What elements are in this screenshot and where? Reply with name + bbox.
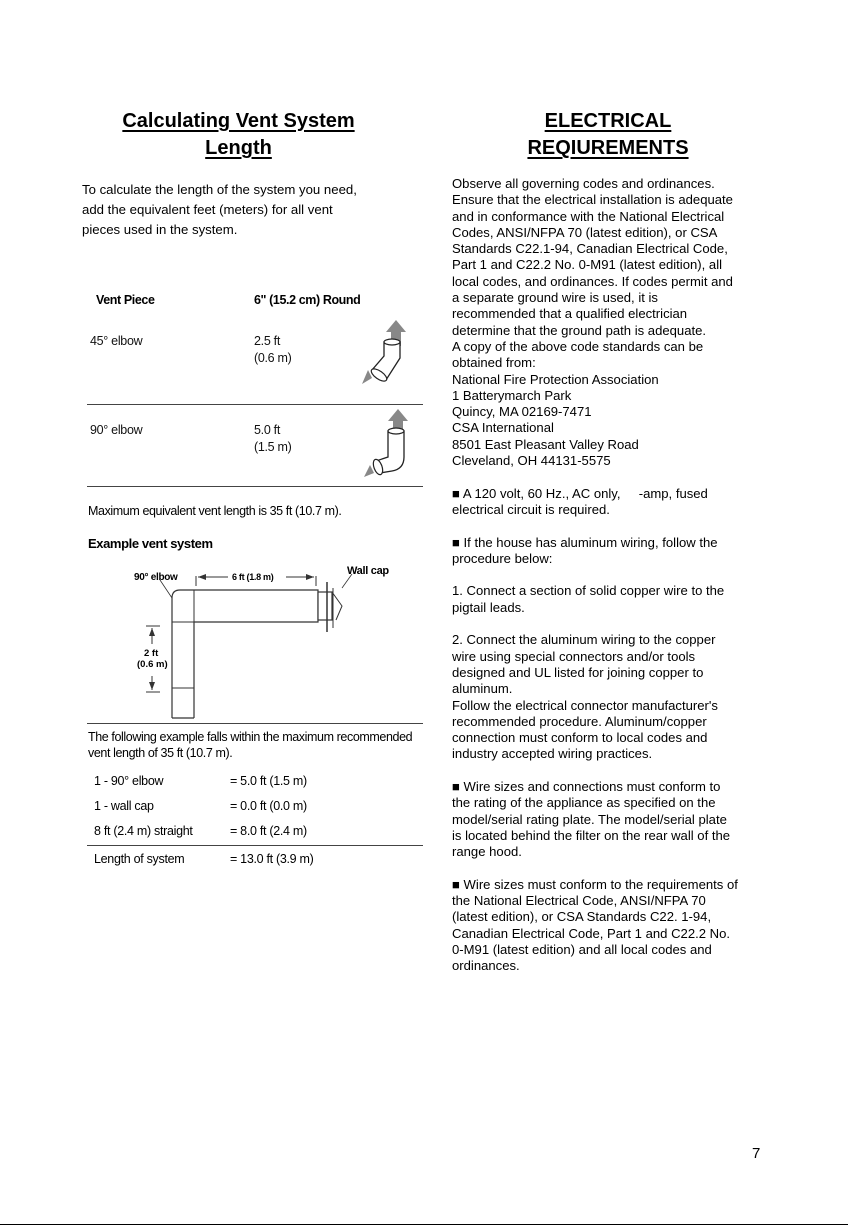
text-line: Part 1 and C22.2 No. 0-M91 (latest edition), all xyxy=(452,257,723,273)
calc-value: = 5.0 ft (1.5 m) xyxy=(230,774,307,788)
text-line: industry accepted wiring practices. xyxy=(452,746,653,762)
text-line: 8501 East Pleasant Valley Road xyxy=(452,436,639,452)
text-line: A copy of the above code standards can be xyxy=(452,338,704,354)
calc-value: = 8.0 ft (2.4 m) xyxy=(230,824,307,838)
example-explanation xyxy=(88,729,428,761)
calc-item: 1 - wall cap xyxy=(94,799,154,813)
text-line: wire using special connectors and/or tools xyxy=(452,648,696,664)
text-line: 1 Batterymarch Park xyxy=(452,387,572,403)
diagram-bottom-rule xyxy=(87,723,423,724)
vent-length-title-line1: Calculating Vent System xyxy=(122,110,355,132)
text-line: model/serial rating plate. The model/serial plate xyxy=(452,811,727,827)
round-size-header: 6" (15.2 cm) Round xyxy=(254,293,361,307)
text-line: recommended procedure. Aluminum/copper xyxy=(452,713,707,729)
page-number: 7 xyxy=(752,1145,761,1162)
text-line: and in conformance with the National Electrical xyxy=(452,208,725,224)
vent-length-title xyxy=(82,108,395,162)
row-45-m: (0.6 m) xyxy=(254,351,292,365)
horizontal-dimension-label: 6 ft (1.8 m) xyxy=(232,572,274,582)
text-line: (latest edition), or CSA Standards C22. 1-94, xyxy=(452,909,712,925)
table-divider xyxy=(87,404,423,405)
vent-piece-header: Vent Piece xyxy=(96,293,155,307)
text-line: Ensure that the electrical installation is adequate xyxy=(452,192,733,208)
calc-item: 8 ft (2.4 m) straight xyxy=(94,824,193,838)
text-line: Codes, ANSI/NFPA 70 (latest edition), or CSA xyxy=(452,224,718,240)
step2-paragraph xyxy=(452,632,770,762)
elbow-90-icon xyxy=(358,407,414,483)
max-length-note: Maximum equivalent vent length is 35 ft (10.7 m). xyxy=(88,504,342,518)
text-line: Cleveland, OH 44131-5575 xyxy=(452,453,611,469)
aluminum-paragraph xyxy=(452,535,770,568)
row-45-ft: 2.5 ft xyxy=(254,334,280,348)
text-line: 0-M91 (latest edition) and all local codes and xyxy=(452,941,712,957)
text-line: designed and UL listed for joining copper to xyxy=(452,664,704,680)
row-90-ft: 5.0 ft xyxy=(254,423,280,437)
text-line: the rating of the appliance as specified on the xyxy=(452,795,716,811)
text-line: Canadian Electrical Code, Part 1 and C22.2 No. xyxy=(452,925,731,941)
text-line: ■ Wire sizes must conform to the requirements of xyxy=(452,876,738,892)
calc-total-item: Length of system xyxy=(94,852,185,866)
text-line: procedure below: xyxy=(452,550,553,566)
row-90-piece: 90° elbow xyxy=(90,423,143,437)
text-line: is located behind the filter on the rear wall of the xyxy=(452,827,731,843)
electrical-requirements-text xyxy=(452,176,770,991)
text-line: Observe all governing codes and ordinances. xyxy=(452,176,715,191)
wire-rating-paragraph xyxy=(452,779,770,860)
vent-length-intro xyxy=(82,180,392,240)
text-line: Standards C22.1-94, Canadian Electrical Code, xyxy=(452,241,728,257)
wire-code-paragraph xyxy=(452,877,770,975)
calc-total-value: = 13.0 ft (3.9 m) xyxy=(230,852,314,866)
row-90-m: (1.5 m) xyxy=(254,440,292,454)
calc-item: 1 - 90° elbow xyxy=(94,774,164,788)
row-45-piece: 45° elbow xyxy=(90,334,143,348)
step1-paragraph xyxy=(452,583,770,616)
text-line: recommended that a qualified electrician xyxy=(452,306,688,322)
text-line: ■ Wire sizes and connections must conform to xyxy=(452,778,721,794)
text-line: connection must conform to local codes and xyxy=(452,730,708,746)
text-line: ■ A 120 volt, 60 Hz., AC only, -amp, fused xyxy=(452,485,708,501)
text-line: obtained from: xyxy=(452,355,536,371)
text-line: the National Electrical Code, ANSI/NFPA 70 xyxy=(452,893,706,909)
example-explanation-line: vent length of 35 ft (10.7 m). xyxy=(88,746,233,760)
text-line: CSA International xyxy=(452,420,554,436)
text-line: National Fire Protection Association xyxy=(452,371,659,387)
electrical-title-line1: ELECTRICAL xyxy=(544,110,672,132)
example-vent-diagram xyxy=(120,560,420,725)
intro-line: add the equivalent feet (meters) for all vent xyxy=(82,202,333,217)
table-bottom-rule xyxy=(87,486,423,487)
vertical-dimension-m: (0.6 m) xyxy=(137,659,168,670)
text-line: determine that the ground path is adequate. xyxy=(452,322,707,338)
text-line: ■ If the house has aluminum wiring, follow the xyxy=(452,534,718,550)
example-explanation-line: The following example falls within the maximum recommended xyxy=(88,730,413,744)
calc-value: = 0.0 ft (0.0 m) xyxy=(230,799,307,813)
calc-total-rule xyxy=(87,845,423,846)
wall-cap-label: Wall cap xyxy=(347,565,389,577)
elbow-label: 90° elbow xyxy=(134,572,178,583)
example-title: Example vent system xyxy=(88,536,213,551)
vent-length-title-line2: Length xyxy=(205,137,272,159)
vertical-dimension-ft: 2 ft xyxy=(144,648,159,659)
text-line: electrical circuit is required. xyxy=(452,501,610,517)
text-line: 1. Connect a section of solid copper wire to the xyxy=(452,583,725,599)
codes-paragraph xyxy=(452,176,770,469)
text-line: Quincy, MA 02169-7471 xyxy=(452,404,592,420)
circuit-paragraph xyxy=(452,486,770,519)
text-line: a separate ground wire is used, it is xyxy=(452,290,658,306)
elbow-45-icon xyxy=(356,318,414,390)
text-line: local codes, and ordinances. If codes permit and xyxy=(452,273,733,289)
intro-line: To calculate the length of the system you need, xyxy=(82,182,357,197)
intro-line: pieces used in the system. xyxy=(82,222,238,237)
electrical-title xyxy=(452,108,764,162)
text-line: aluminum. xyxy=(452,681,513,697)
text-line: Follow the electrical connector manufacturer's xyxy=(452,697,718,713)
text-line: range hood. xyxy=(452,844,522,860)
page-bottom-rule xyxy=(0,1224,848,1225)
text-line: ordinances. xyxy=(452,958,520,974)
text-line: 2. Connect the aluminum wiring to the copper xyxy=(452,632,716,648)
text-line: pigtail leads. xyxy=(452,599,525,615)
electrical-title-line2: REQIUREMENTS xyxy=(527,137,689,159)
